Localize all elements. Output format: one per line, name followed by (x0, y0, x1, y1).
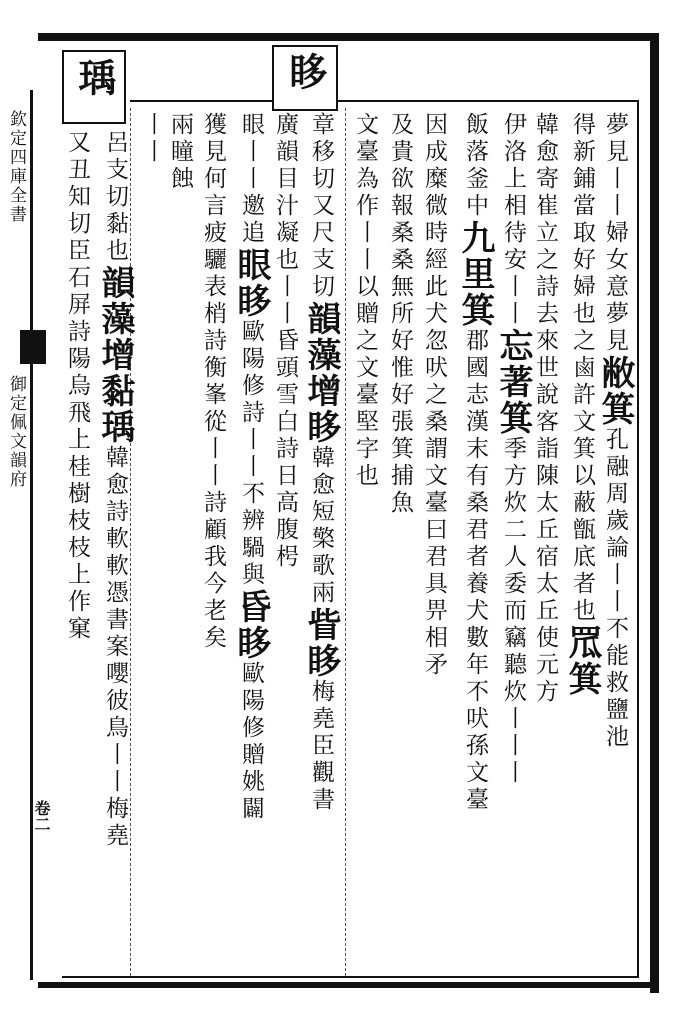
text-column-15 (96, 130, 134, 850)
headword-second: 眵 (283, 52, 328, 92)
entry-term: 九里箕 (455, 220, 495, 328)
entry-text: 獲見何言疲 (200, 112, 226, 247)
frame-bottom-border (38, 982, 658, 988)
text-column-14 (137, 112, 167, 166)
entry-term: 韻藻增眵 (301, 301, 341, 445)
text-column-12 (198, 112, 228, 652)
entry-text: 文臺為作丨丨以贈之文臺堅字也 (352, 112, 378, 490)
entry-term: 眥眵 (301, 607, 341, 679)
margin-book-title: 御定佩文韻府 (6, 375, 26, 489)
headword-first: 瑀 (72, 58, 117, 98)
entry-text: 歐陽修詩丨丨不辨騧與 (238, 319, 264, 589)
entry-text: 飯落釜中 (462, 112, 488, 220)
entry-text: 梅堯臣觀書 (308, 679, 334, 814)
entry-term: 忘著箕 (493, 328, 533, 436)
entry-text: 世說客詣陳太丘宿太丘使元方 (532, 355, 558, 706)
entry-text: 伊洛上相待安丨丨 (500, 112, 526, 328)
entry-term: 眼眵 (231, 247, 271, 319)
entry-text: 丨丨 (139, 112, 165, 166)
entry-term: 昏眵 (231, 589, 271, 661)
entry-text: 韓愈短檠歌兩 (308, 445, 334, 607)
entry-text: 孔融周歲論丨丨不能救鹽池 (602, 427, 628, 751)
text-column-5 (456, 112, 494, 814)
page-number: 卷二 (32, 800, 51, 832)
entry-text: 得新鋪當取好婦也 (569, 112, 595, 328)
frame-inner-top-rule (130, 100, 639, 102)
entry-text: 丨丨昏頭雪白 (272, 274, 298, 436)
text-column-16 (62, 130, 92, 643)
entry-text: 詩日高腹枵 (272, 436, 298, 571)
entry-text: 眼丨丨邀追 (238, 112, 264, 247)
column-divider (345, 108, 346, 976)
text-column-9 (302, 112, 340, 814)
entry-term: 罛箕 (562, 625, 602, 697)
entry-text: 季方炊二人委而竊聽炊丨丨丨 (500, 436, 526, 787)
text-column-6 (419, 112, 449, 679)
text-column-2 (563, 112, 601, 697)
entry-text: 夢見丨丨婦女意夢見 (602, 112, 628, 355)
entry-text: 臣石屏詩陽烏飛上桂樹枝枝上作窠 (64, 238, 90, 643)
entry-text: 韓愈詩軟軟憑書案嚶彼鳥丨丨梅堯 (102, 445, 128, 850)
text-column-13 (165, 112, 195, 193)
frame-inner-bottom-rule (62, 976, 639, 978)
entry-term: 韻藻增黏瑀 (95, 265, 135, 445)
entry-text: 微時經此犬忽吠之桑謂文臺曰君具畀相矛 (421, 193, 447, 679)
frame-inner-right-rule (637, 100, 639, 978)
entry-text: 章移切又尺支切 (308, 112, 334, 301)
entry-term: 敝箕 (595, 355, 635, 427)
text-column-11 (232, 112, 270, 823)
entry-text: 呂支切黏也 (102, 130, 128, 265)
text-column-3 (530, 112, 560, 706)
entry-text: 廣韻目汁凝也 (272, 112, 298, 274)
entry-text: 郡國志漢末有桑君者養犬數年不吠孫文臺 (462, 328, 488, 814)
entry-text: 因成糜 (421, 112, 447, 193)
entry-text: 兩瞳蝕 (167, 112, 193, 193)
entry-text: 之鹵許文箕以蔽甑底者也 (569, 328, 595, 625)
entry-text: 及貴欲報桑桑無所好惟好張箕捕魚 (387, 112, 413, 517)
frame-top-border (38, 33, 658, 41)
entry-text: 驪表梢詩衡峯從丨丨 (200, 247, 226, 490)
text-column-10 (270, 112, 300, 571)
entry-text: 詩顧我今老矣 (200, 490, 226, 652)
margin-rule (30, 90, 33, 980)
text-column-4 (494, 112, 532, 787)
entry-text: 歐陽修贈姚闢 (238, 661, 264, 823)
frame-right-border (650, 33, 659, 993)
margin-fishtail-mark (20, 330, 46, 364)
text-column-7 (385, 112, 415, 517)
entry-text: 韓愈寄崔立之詩去來 (532, 112, 558, 355)
text-column-8 (350, 112, 380, 490)
entry-text: 又丑知切 (64, 130, 90, 238)
margin-top-text: 欽定四庫全書 (6, 110, 26, 224)
